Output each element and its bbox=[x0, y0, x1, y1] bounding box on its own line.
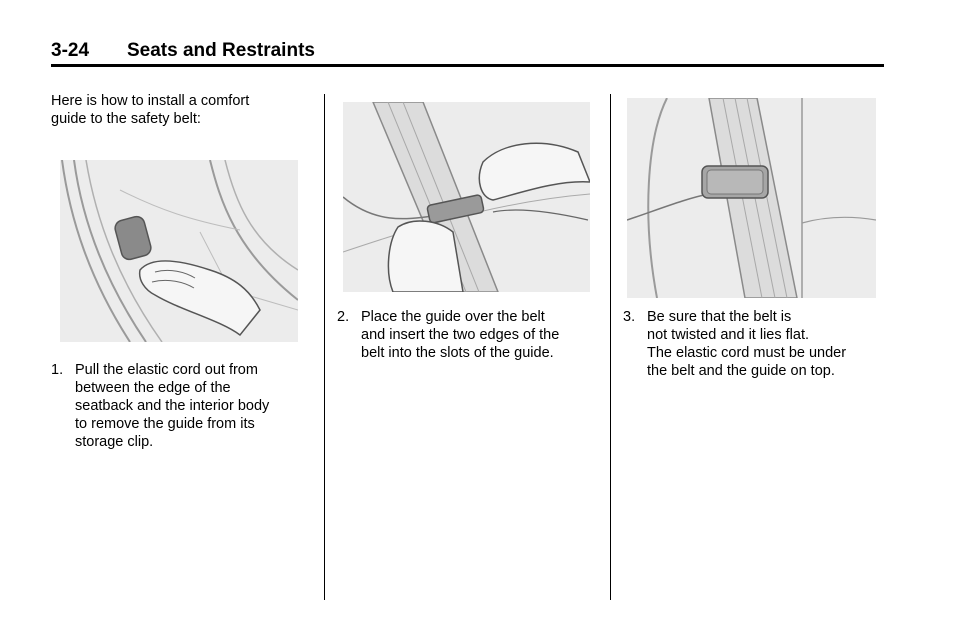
step-line: the belt and the guide on top. bbox=[647, 363, 835, 379]
step-line: storage clip. bbox=[75, 434, 154, 450]
step-number: 3. bbox=[623, 309, 636, 325]
step-line: between the edge of the bbox=[75, 380, 231, 396]
step-line: not twisted and it lies flat. bbox=[647, 327, 809, 343]
column-divider-1 bbox=[324, 94, 325, 600]
step-number: 1. bbox=[51, 362, 64, 378]
intro-line-1: Here is how to install a comfort bbox=[51, 93, 250, 109]
page-header bbox=[51, 38, 884, 67]
section-title: Seats and Restraints bbox=[127, 40, 315, 61]
step-text bbox=[361, 308, 559, 362]
intro-line-2: guide to the safety belt: bbox=[51, 111, 201, 127]
step-line: to remove the guide from its bbox=[75, 416, 255, 432]
column-divider-2 bbox=[610, 94, 611, 600]
step-text bbox=[647, 308, 846, 380]
step-number: 2. bbox=[337, 309, 350, 325]
illustration-belt-flat bbox=[627, 98, 876, 298]
step-line: belt into the slots of the guide. bbox=[361, 345, 554, 361]
step-text bbox=[75, 361, 269, 451]
illustration-place-guide bbox=[343, 102, 590, 292]
step-line: The elastic cord must be under bbox=[647, 345, 847, 361]
step-line: Be sure that the belt is bbox=[647, 309, 792, 325]
page-number: 3-24 bbox=[51, 40, 90, 61]
step-line: Pull the elastic cord out from bbox=[75, 362, 258, 378]
step-line: Place the guide over the belt bbox=[361, 309, 545, 325]
step-line: seatback and the interior body bbox=[75, 398, 270, 414]
illustration-pull-cord bbox=[60, 160, 298, 342]
step-line: and insert the two edges of the bbox=[361, 327, 560, 343]
intro-text bbox=[51, 92, 249, 128]
